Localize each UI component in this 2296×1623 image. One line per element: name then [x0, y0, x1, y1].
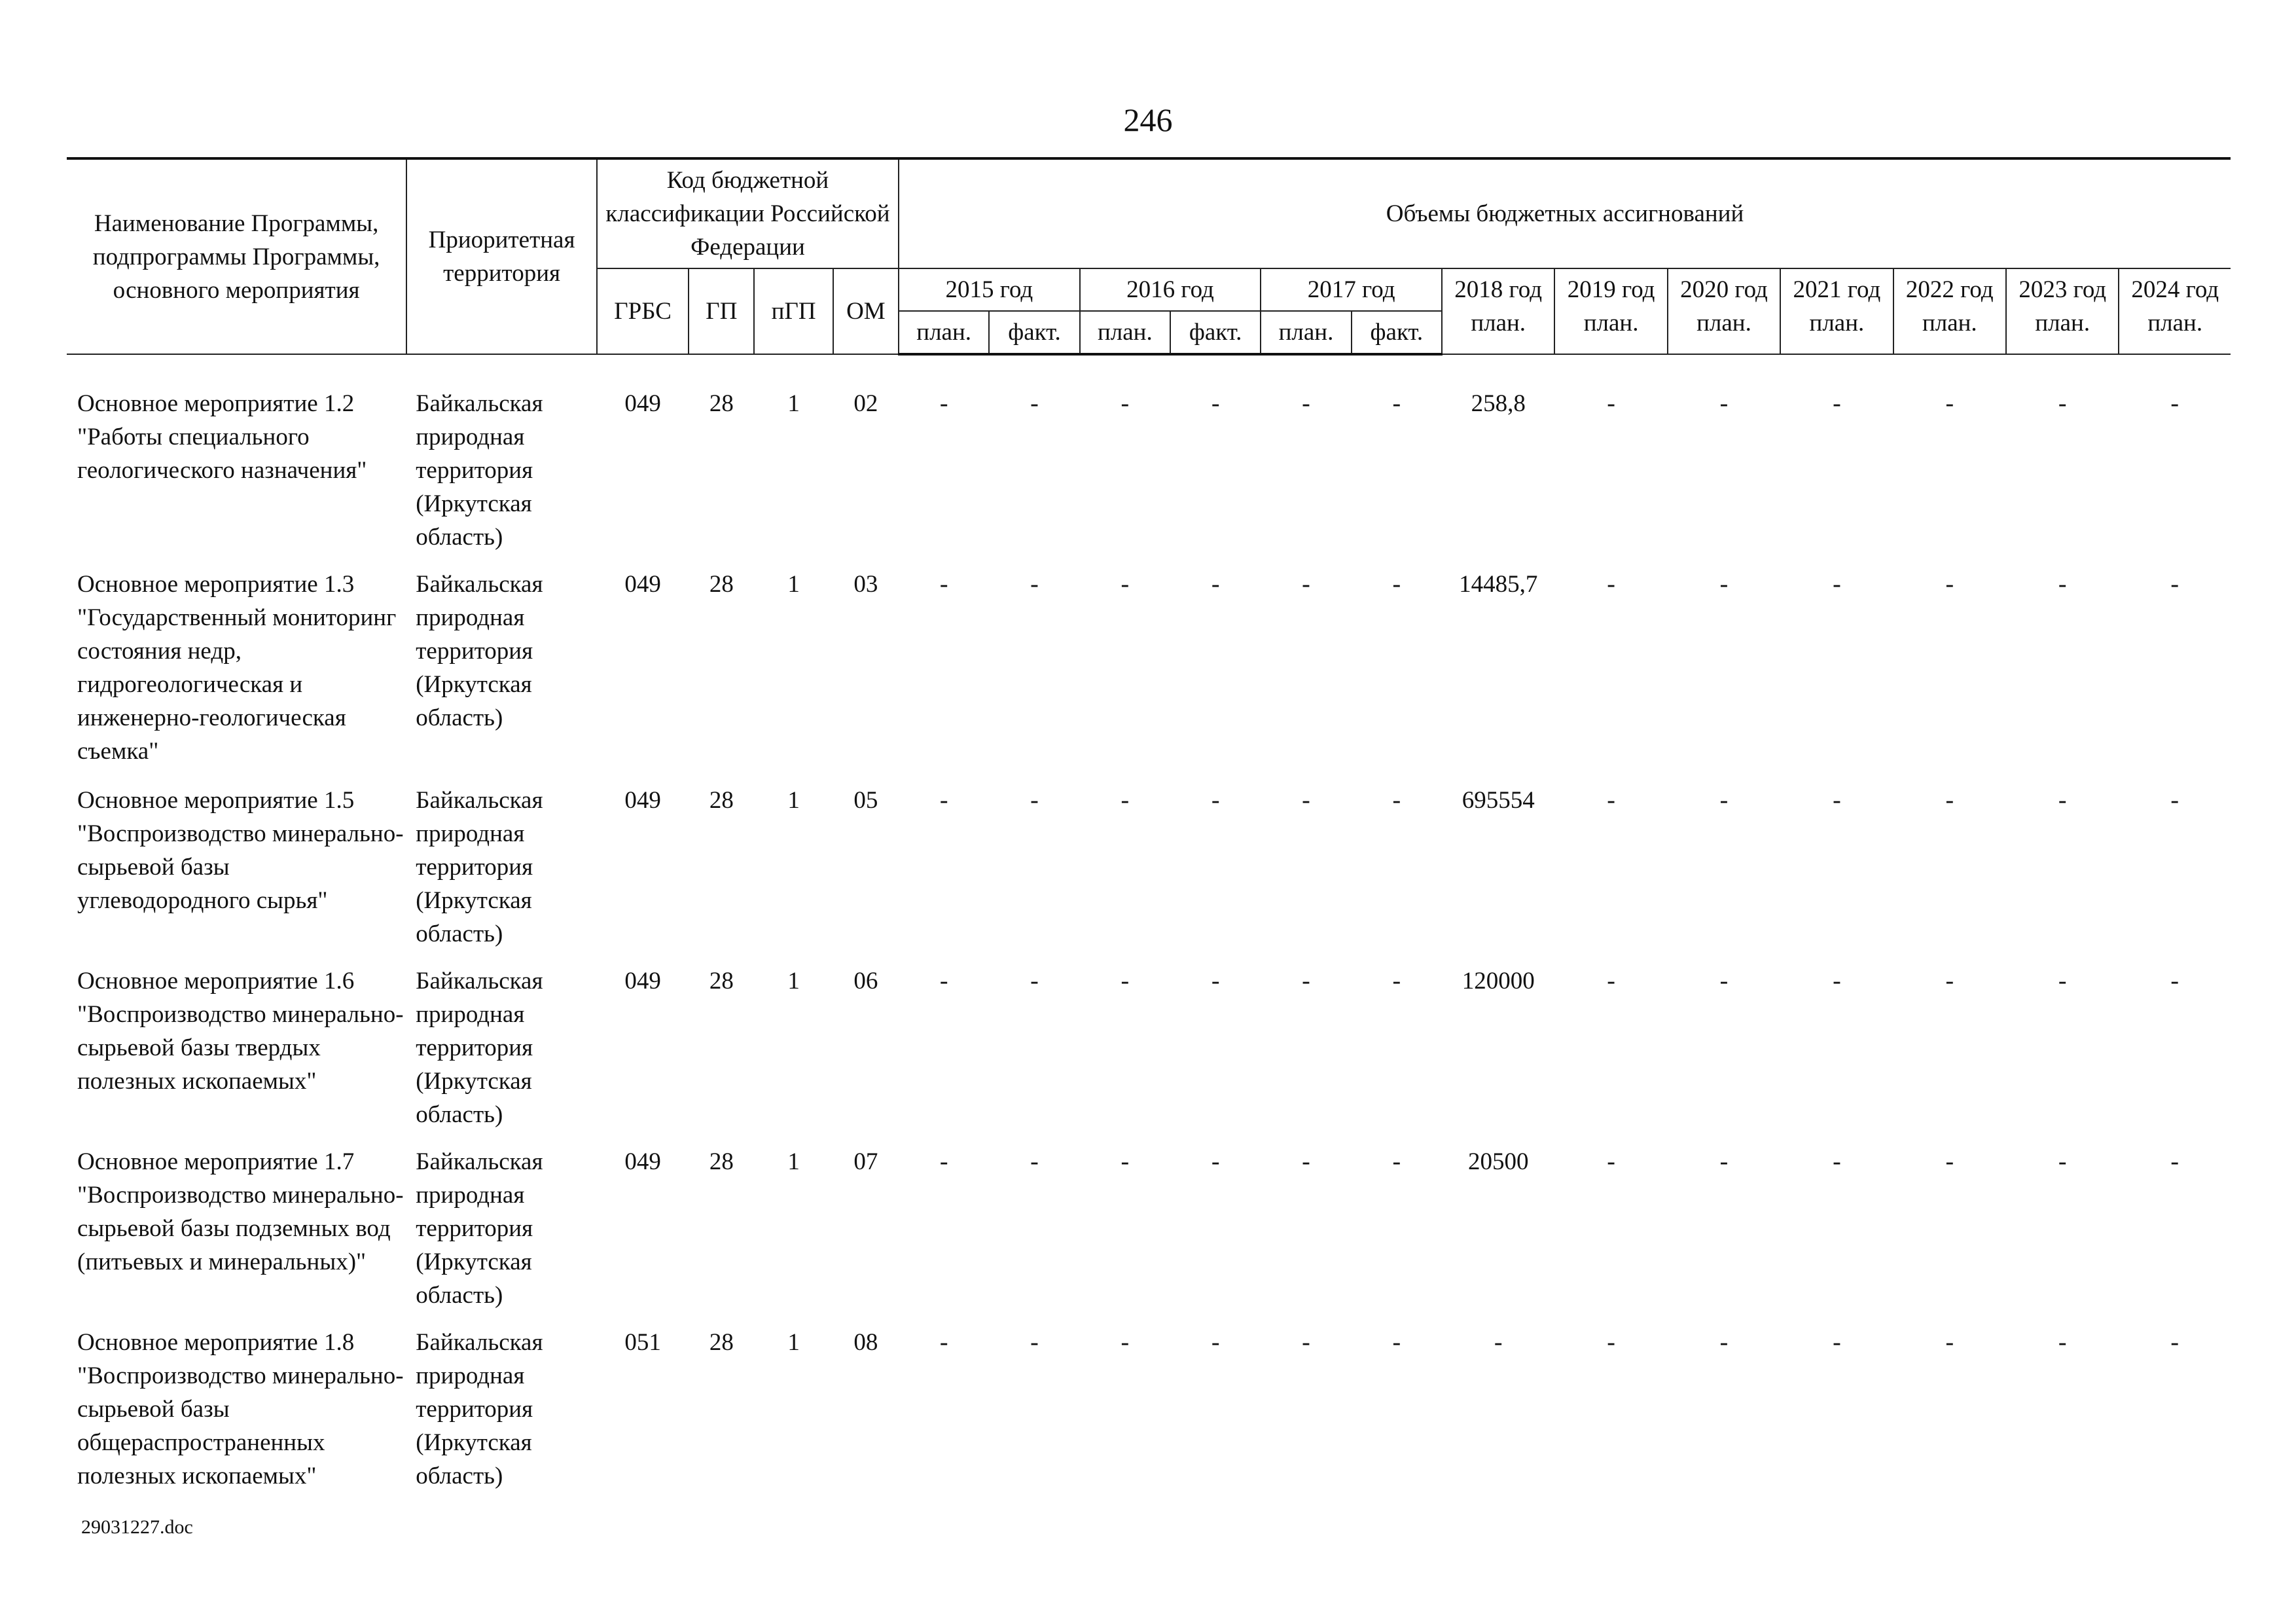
table-row — [67, 959, 2231, 1140]
allocation-value-cell: - — [2058, 1328, 2067, 1356]
pgp-code-cell: 1 — [787, 1148, 800, 1175]
om-code-cell: 02 — [853, 390, 878, 417]
gp-code-cell: 28 — [709, 968, 734, 994]
allocation-value-cell: - — [1833, 390, 1841, 417]
allocation-value-cell: - — [1211, 786, 1220, 814]
allocation-value-cell: - — [1392, 1148, 1401, 1175]
table-row — [67, 1321, 2231, 1501]
grbs-code-cell: 049 — [624, 968, 661, 994]
allocation-value-cell: - — [2058, 1148, 2067, 1175]
allocation-value-cell: - — [939, 1328, 948, 1356]
territory-cell: Байкальская природная территория (Иркутская область) — [416, 571, 543, 731]
header-2016-fact: факт. — [1170, 311, 1261, 354]
allocation-value-cell: - — [1302, 1328, 1310, 1356]
allocation-value-cell: - — [1392, 570, 1401, 598]
allocation-value-cell: - — [1607, 786, 1615, 814]
pgp-code-cell: 1 — [787, 390, 800, 417]
activity-name-cell: Основное мероприятие 1.2 "Работы специального геологического назначения" — [77, 390, 367, 484]
header-om: ОМ — [833, 268, 899, 354]
allocation-value-cell: - — [1833, 1148, 1841, 1175]
allocation-value-cell: - — [1833, 1328, 1841, 1356]
grbs-code-cell: 049 — [624, 1148, 661, 1175]
allocation-value-cell: - — [1302, 786, 1310, 814]
allocation-value-cell: - — [1607, 967, 1615, 994]
header-gp: ГП — [689, 268, 754, 354]
allocation-value-cell: - — [939, 1148, 948, 1175]
grbs-code-cell: 051 — [624, 1329, 661, 1356]
table-row — [67, 1140, 2231, 1321]
header-year-2016: 2016 год — [1080, 268, 1261, 311]
allocation-value-cell: - — [1392, 390, 1401, 417]
allocation-value-cell: - — [1302, 570, 1310, 598]
table-body — [67, 354, 2231, 1501]
header-year-2020: 2020 год план. — [1668, 268, 1780, 354]
gp-code-cell: 28 — [709, 390, 734, 417]
allocation-value-cell: - — [1719, 786, 1729, 814]
allocation-value-cell: 20500 — [1467, 1148, 1529, 1175]
allocation-value-cell: - — [1030, 967, 1039, 994]
territory-cell: Байкальская природная территория (Иркутская область) — [416, 390, 543, 551]
allocation-value-cell: 120000 — [1462, 968, 1535, 994]
allocation-value-cell: - — [1945, 570, 1954, 598]
allocation-value-cell: - — [1121, 786, 1130, 814]
allocation-value-cell: - — [2058, 390, 2067, 417]
activity-name-cell: Основное мероприятие 1.7 "Воспроизводство минерально-сырьевой базы подземных вод (питьевых и минеральных)" — [77, 1148, 404, 1275]
header-2015-plan: план. — [899, 311, 989, 354]
allocation-value-cell: 695554 — [1462, 787, 1535, 814]
budget-allocation-table — [67, 157, 2231, 1501]
header-year-2019: 2019 год план. — [1554, 268, 1667, 354]
allocation-value-cell: 258,8 — [1471, 390, 1526, 417]
allocation-value-cell: - — [1030, 1148, 1039, 1175]
allocation-value-cell: - — [1607, 570, 1615, 598]
grbs-code-cell: 049 — [624, 787, 661, 814]
header-volumes-group: Объемы бюджетных ассигнований — [899, 158, 2231, 268]
allocation-value-cell: - — [2170, 570, 2179, 598]
header-year-2021: 2021 год план. — [1780, 268, 1893, 354]
allocation-value-cell: - — [1392, 1328, 1401, 1356]
header-spacer — [67, 354, 2231, 382]
allocation-value-cell: - — [1211, 1328, 1220, 1356]
allocation-value-cell: - — [939, 570, 948, 598]
om-code-cell: 03 — [853, 571, 878, 598]
allocation-value-cell: - — [1607, 1148, 1615, 1175]
allocation-value-cell: - — [1211, 570, 1220, 598]
allocation-value-cell: - — [2058, 786, 2067, 814]
table-row — [67, 382, 2231, 562]
allocation-value-cell: - — [1945, 390, 1954, 417]
header-year-2023: 2023 год план. — [2006, 268, 2119, 354]
document-code: 29031227.doc — [81, 1516, 193, 1538]
grbs-code-cell: 049 — [624, 571, 661, 598]
allocation-value-cell: - — [1121, 570, 1130, 598]
header-grbs: ГРБС — [597, 268, 689, 354]
header-2017-plan: план. — [1261, 311, 1351, 354]
allocation-value-cell: - — [1211, 1148, 1220, 1175]
allocation-value-cell: - — [1211, 390, 1220, 417]
allocation-value-cell: - — [1833, 786, 1841, 814]
territory-cell: Байкальская природная территория (Иркутская область) — [416, 1329, 543, 1489]
allocation-value-cell: - — [939, 967, 948, 994]
header-2016-plan: план. — [1080, 311, 1170, 354]
allocation-value-cell: - — [1719, 570, 1729, 598]
pgp-code-cell: 1 — [787, 968, 800, 994]
header-budget-code-group: Код бюджетной классификации Российской Федерации — [597, 158, 899, 268]
page-number: 246 — [1123, 101, 1173, 138]
allocation-value-cell: - — [1719, 967, 1729, 994]
territory-cell: Байкальская природная территория (Иркутская область) — [416, 787, 543, 947]
allocation-value-cell: - — [1030, 786, 1039, 814]
allocation-value-cell: - — [2058, 570, 2067, 598]
pgp-code-cell: 1 — [787, 787, 800, 814]
pgp-code-cell: 1 — [787, 1329, 800, 1356]
allocation-value-cell: - — [1392, 786, 1401, 814]
allocation-value-cell: - — [2058, 967, 2067, 994]
gp-code-cell: 28 — [709, 571, 734, 598]
allocation-value-cell: - — [1607, 390, 1615, 417]
allocation-value-cell: - — [2170, 1148, 2179, 1175]
allocation-value-cell: - — [939, 390, 948, 417]
activity-name-cell: Основное мероприятие 1.3 "Государственный мониторинг состояния недр, гидрогеологическая и инженерно-геологическая съемка" — [77, 571, 397, 765]
allocation-value-cell: - — [1302, 1148, 1310, 1175]
allocation-value-cell: - — [2170, 786, 2179, 814]
pgp-code-cell: 1 — [787, 571, 800, 598]
header-2017-fact: факт. — [1352, 311, 1442, 354]
allocation-value-cell: - — [1030, 390, 1039, 417]
table-row — [67, 562, 2231, 778]
allocation-value-cell: - — [1494, 1328, 1503, 1356]
allocation-value-cell: - — [1392, 967, 1401, 994]
allocation-value-cell: - — [1945, 1148, 1954, 1175]
header-name-column: Наименование Программы, подпрограммы Программы, основного мероприятия — [67, 158, 406, 354]
header-pgp: пГП — [754, 268, 833, 354]
allocation-value-cell: - — [1030, 570, 1039, 598]
allocation-value-cell: - — [1833, 967, 1841, 994]
om-code-cell: 07 — [853, 1148, 878, 1175]
territory-cell: Байкальская природная территория (Иркутская область) — [416, 968, 543, 1128]
allocation-value-cell: - — [1945, 1328, 1954, 1356]
allocation-value-cell: - — [2170, 1328, 2179, 1356]
header-2015-fact: факт. — [989, 311, 1079, 354]
gp-code-cell: 28 — [709, 1148, 734, 1175]
activity-name-cell: Основное мероприятие 1.5 "Воспроизводство минерально-сырьевой базы углеводородного сырья" — [77, 787, 404, 914]
header-year-2024: 2024 год план. — [2119, 268, 2231, 354]
allocation-value-cell: - — [939, 786, 948, 814]
table-row — [67, 778, 2231, 959]
gp-code-cell: 28 — [709, 787, 734, 814]
allocation-value-cell: - — [2170, 390, 2179, 417]
allocation-value-cell: - — [1302, 967, 1310, 994]
allocation-value-cell: - — [1945, 786, 1954, 814]
gp-code-cell: 28 — [709, 1329, 734, 1356]
allocation-value-cell: - — [1719, 1148, 1729, 1175]
activity-name-cell: Основное мероприятие 1.8 "Воспроизводство минерально-сырьевой базы общераспространенных полезных ископаемых" — [77, 1329, 404, 1489]
allocation-value-cell: - — [1121, 390, 1130, 417]
header-territory-column: Приоритетная территория — [406, 158, 597, 354]
header-year-2022: 2022 год план. — [1893, 268, 2006, 354]
header-year-2015: 2015 год — [899, 268, 1080, 311]
allocation-value-cell: - — [2170, 967, 2179, 994]
allocation-value-cell: - — [1302, 390, 1310, 417]
allocation-value-cell: - — [1121, 1328, 1130, 1356]
activity-name-cell: Основное мероприятие 1.6 "Воспроизводство минерально-сырьевой базы твердых полезных ископаемых" — [77, 968, 404, 1095]
om-code-cell: 05 — [853, 787, 878, 814]
allocation-value-cell: - — [1945, 967, 1954, 994]
header-year-2017: 2017 год — [1261, 268, 1442, 311]
om-code-cell: 06 — [853, 968, 878, 994]
allocation-value-cell: - — [1121, 967, 1130, 994]
allocation-value-cell: - — [1121, 1148, 1130, 1175]
allocation-value-cell: - — [1607, 1328, 1615, 1356]
allocation-value-cell: - — [1719, 1328, 1729, 1356]
allocation-value-cell: - — [1030, 1328, 1039, 1356]
allocation-value-cell: - — [1719, 390, 1729, 417]
territory-cell: Байкальская природная территория (Иркутская область) — [416, 1148, 543, 1309]
om-code-cell: 08 — [853, 1329, 878, 1356]
grbs-code-cell: 049 — [624, 390, 661, 417]
allocation-value-cell: - — [1833, 570, 1841, 598]
header-year-2018: 2018 год план. — [1442, 268, 1554, 354]
allocation-value-cell: - — [1211, 967, 1220, 994]
allocation-value-cell: 14485,7 — [1459, 571, 1538, 598]
